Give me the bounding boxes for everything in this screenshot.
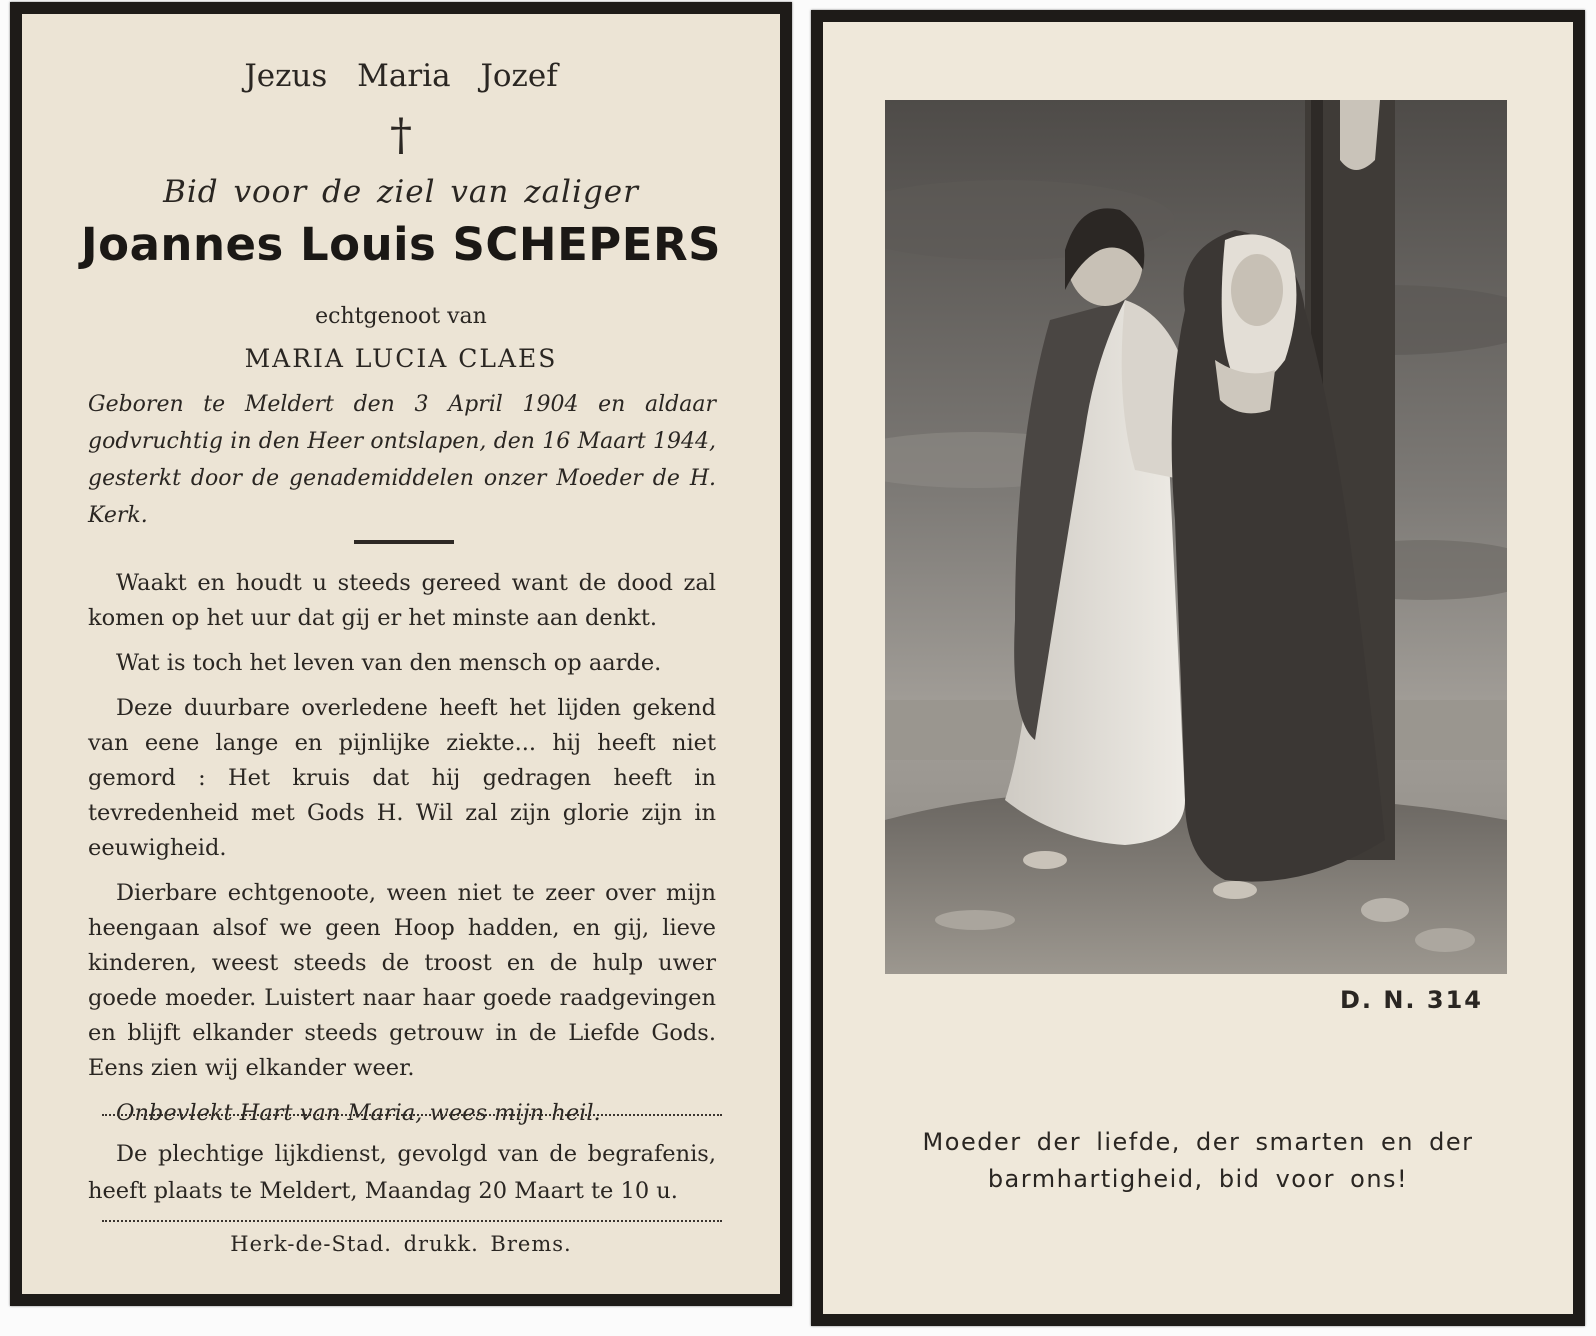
image-code: D. N. 314 xyxy=(1339,986,1483,1014)
spouse-label: echtgenoot van xyxy=(315,304,487,329)
prayer-line: Bid voor de ziel van zaliger xyxy=(163,174,639,210)
spouse-name: MARIA LUCIA CLAES xyxy=(244,344,558,373)
memorial-card-image-side xyxy=(811,10,1585,1326)
memorial-card-text-side xyxy=(10,2,792,1306)
greeting: Jezus Maria Jozef xyxy=(244,58,558,94)
divider xyxy=(354,540,454,544)
crucifixion-scene-illustration xyxy=(885,100,1507,974)
invocation-line: Moeder der liefde, der smarten en der xyxy=(922,1128,1474,1156)
printer-credit: Herk-de-Stad. drukk. Brems. xyxy=(230,1232,572,1256)
paragraph: Waakt en houdt u steeds gereed want de dood zal komen op het uur dat gij er het minste aan denkt. xyxy=(88,570,716,631)
body-text xyxy=(88,566,716,1141)
paragraph: Deze duurbare overledene heeft het lijden gekend van eene lange en pijnlijke ziekte... hij heeft niet gemord : Het kruis dat hij gedragen heeft in tevredenheid met Gods H. Wil zal zijn glorie zijn in eeuwigheid. xyxy=(88,695,716,861)
biography: Geboren te Meldert den 3 April 1904 en aldaar godvruchtig in den Heer ontslapen, den 16 Maart 1944, gesterkt door de genademiddelen onzer Moeder de H. Kerk. xyxy=(88,392,716,528)
devotional-image xyxy=(885,100,1507,974)
deceased-name: Joannes Louis SCHEPERS xyxy=(80,218,722,271)
invocation-prayer xyxy=(823,1124,1573,1198)
dotted-divider xyxy=(102,1220,722,1222)
funeral-notice: De plechtige lijkdienst, gevolgd van de begrafenis, heeft plaats te Meldert, Maandag 20 Maart te 10 u. xyxy=(88,1141,716,1204)
closing-prayer: Onbevlekt Hart van Maria, wees mijn heil. xyxy=(116,1100,601,1126)
paragraph: Wat is toch het leven van den mensch op aarde. xyxy=(116,650,662,676)
invocation-line: barmhartigheid, bid voor ons! xyxy=(987,1165,1409,1193)
cross-icon: † xyxy=(390,110,412,161)
dotted-divider xyxy=(102,1114,722,1116)
paragraph: Dierbare echtgenoote, ween niet te zeer over mijn heengaan alsof we geen Hoop hadden, en gij, lieve kinderen, weest steeds de troost en de hulp uwer goede moeder. Luistert naar haar goede raadgevingen en blijft elkander steeds getrouw in de Liefde Gods. Eens zien wij elkander weer. xyxy=(88,880,716,1081)
